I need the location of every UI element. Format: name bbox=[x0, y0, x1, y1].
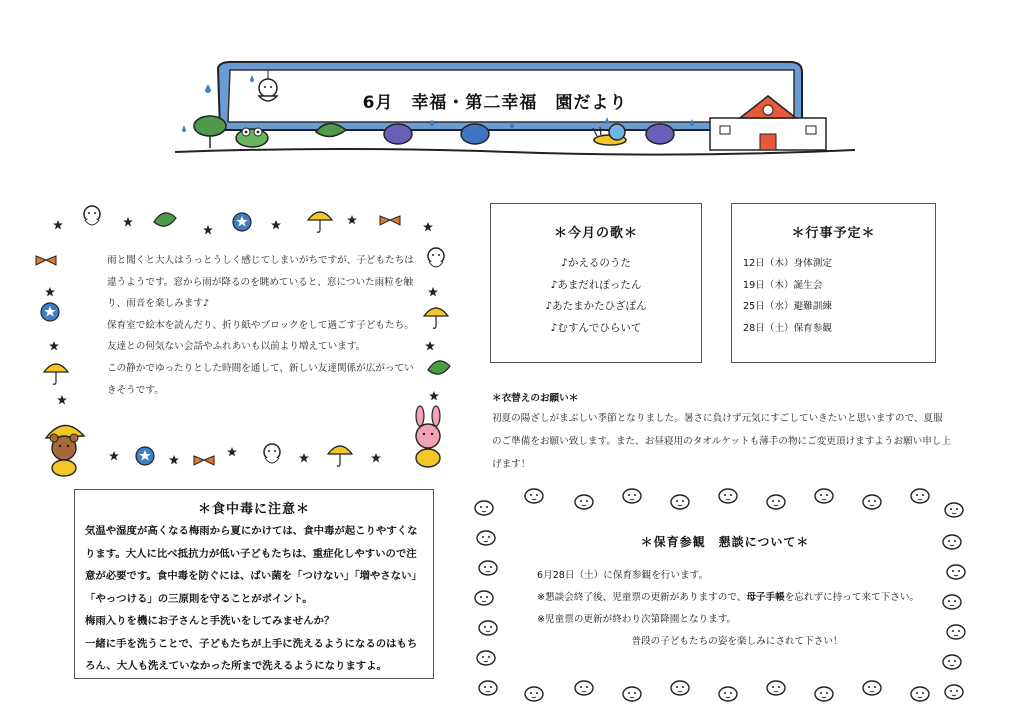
event-item: 19日（木）誕生会 bbox=[743, 279, 823, 291]
observation-text bbox=[537, 565, 937, 653]
leaf-icon bbox=[428, 361, 450, 374]
observation-line bbox=[537, 587, 937, 609]
rabbit-icon bbox=[416, 406, 440, 467]
teru-teru-bozu-icon bbox=[264, 444, 280, 463]
observation-line: 6月28日（土）に保育参観を行います。 bbox=[537, 570, 709, 581]
songs-list bbox=[491, 253, 701, 339]
intro-text-block bbox=[107, 250, 417, 401]
umbrella-icon bbox=[44, 364, 68, 384]
umbrella-icon bbox=[424, 308, 448, 328]
song-item: ♪むすんでひらいて bbox=[550, 321, 642, 334]
blue-flower-icon bbox=[233, 213, 251, 231]
umbrella-icon bbox=[308, 212, 332, 232]
ribbon-icon bbox=[36, 256, 56, 265]
event-schedule-box bbox=[731, 203, 936, 363]
observation-line: ※児童票の更新が終わり次第降園となります。 bbox=[537, 614, 737, 625]
events-title: ＊行事予定＊ bbox=[791, 226, 876, 241]
event-item: 28日（土）保育参観 bbox=[743, 322, 832, 334]
observation-closing: 普段の子どもたちの姿を楽しみにされて下さい！ bbox=[631, 636, 843, 647]
event-item: 25日（水）避難訓練 bbox=[743, 301, 832, 312]
blue-flower-icon bbox=[136, 447, 154, 465]
intro-paragraph: この静かでゆったりとした時間を通して、新しい友達関係が広がっていきそうです。 bbox=[107, 362, 414, 396]
clothing-notice-text: 初夏の陽ざしがまぶしい季節となりました。暑さに負けず元気にすごしていきたいと思いますので、夏服のご準備をお願い致します。また、お昼寝用のタオルケットも薄手の物にご変更頂けますようお願い申し上げます！ bbox=[492, 413, 952, 470]
ribbon-icon bbox=[194, 456, 214, 465]
mother-child-handbook-emphasis: 母子手帳 bbox=[746, 592, 785, 603]
song-item: ♪かえるのうた bbox=[561, 257, 631, 269]
observation-title: ＊保育参観 懇談について＊ bbox=[640, 535, 810, 549]
observation-line-part: を忘れずに持って来て下さい。 bbox=[784, 592, 920, 603]
ribbon-icon bbox=[380, 216, 400, 225]
food-poisoning-title: ＊食中毒に注意＊ bbox=[197, 502, 310, 517]
songs-title: ＊今月の歌＊ bbox=[553, 226, 638, 241]
events-list bbox=[732, 253, 935, 339]
intro-paragraph: 保育室で絵本を読んだり、折り紙やブロックをして過ごす子どもたち。友達との何気ない会話やふれあいも以前より増えています。 bbox=[107, 319, 414, 353]
food-poisoning-text bbox=[75, 517, 433, 678]
songs-of-the-month-box bbox=[490, 203, 702, 363]
page-title: 6月 幸福・第二幸福 園だより bbox=[362, 93, 628, 113]
food-poisoning-paragraph: 一緒に手を洗うことで、子どもたちが上手に洗えるようになるのはもちろん、大人も洗えていなかった所まで洗えるようになりますよ。 bbox=[85, 637, 418, 672]
teru-teru-bozu-icon bbox=[428, 248, 444, 267]
food-poisoning-box bbox=[74, 489, 434, 679]
song-item: ♪あたまかたひざぽん bbox=[545, 300, 647, 312]
observation-line-part: ※懇談会終了後、児童票の更新がありますので、 bbox=[537, 592, 747, 603]
bear-with-umbrella-icon bbox=[46, 425, 84, 476]
food-poisoning-paragraph: 梅雨入りを機にお子さんと手洗いをしてみませんか？ bbox=[85, 615, 335, 627]
food-poisoning-paragraph: 気温や湿度が高くなる梅雨から夏にかけては、食中毒が起こりやすくなります。大人に比べ抵抗力が低い子どもたちは、重症化しやすいので注意が必要です。食中毒を防ぐには、ばい菌を「つけない」「増やさない」「やっつける」の三原則を守ることがポイント。 bbox=[85, 525, 422, 605]
song-item: ♪あまだれぽったん bbox=[550, 278, 642, 291]
clothing-notice-title: ＊衣替えのお願い＊ bbox=[492, 393, 579, 404]
blue-flower-icon bbox=[41, 303, 59, 321]
umbrella-icon bbox=[328, 446, 352, 466]
event-item: 12日（木）身体測定 bbox=[743, 258, 832, 269]
intro-paragraph: 雨と聞くと大人はうっとうしく感じてしまいがちですが、子どもたちは違うようです。窓から雨が降るのを眺めていると、窓についた雨粒を触り、雨音を楽しみます♪ bbox=[107, 255, 414, 310]
leaf-icon bbox=[154, 213, 176, 226]
teru-teru-bozu-icon bbox=[84, 206, 100, 225]
